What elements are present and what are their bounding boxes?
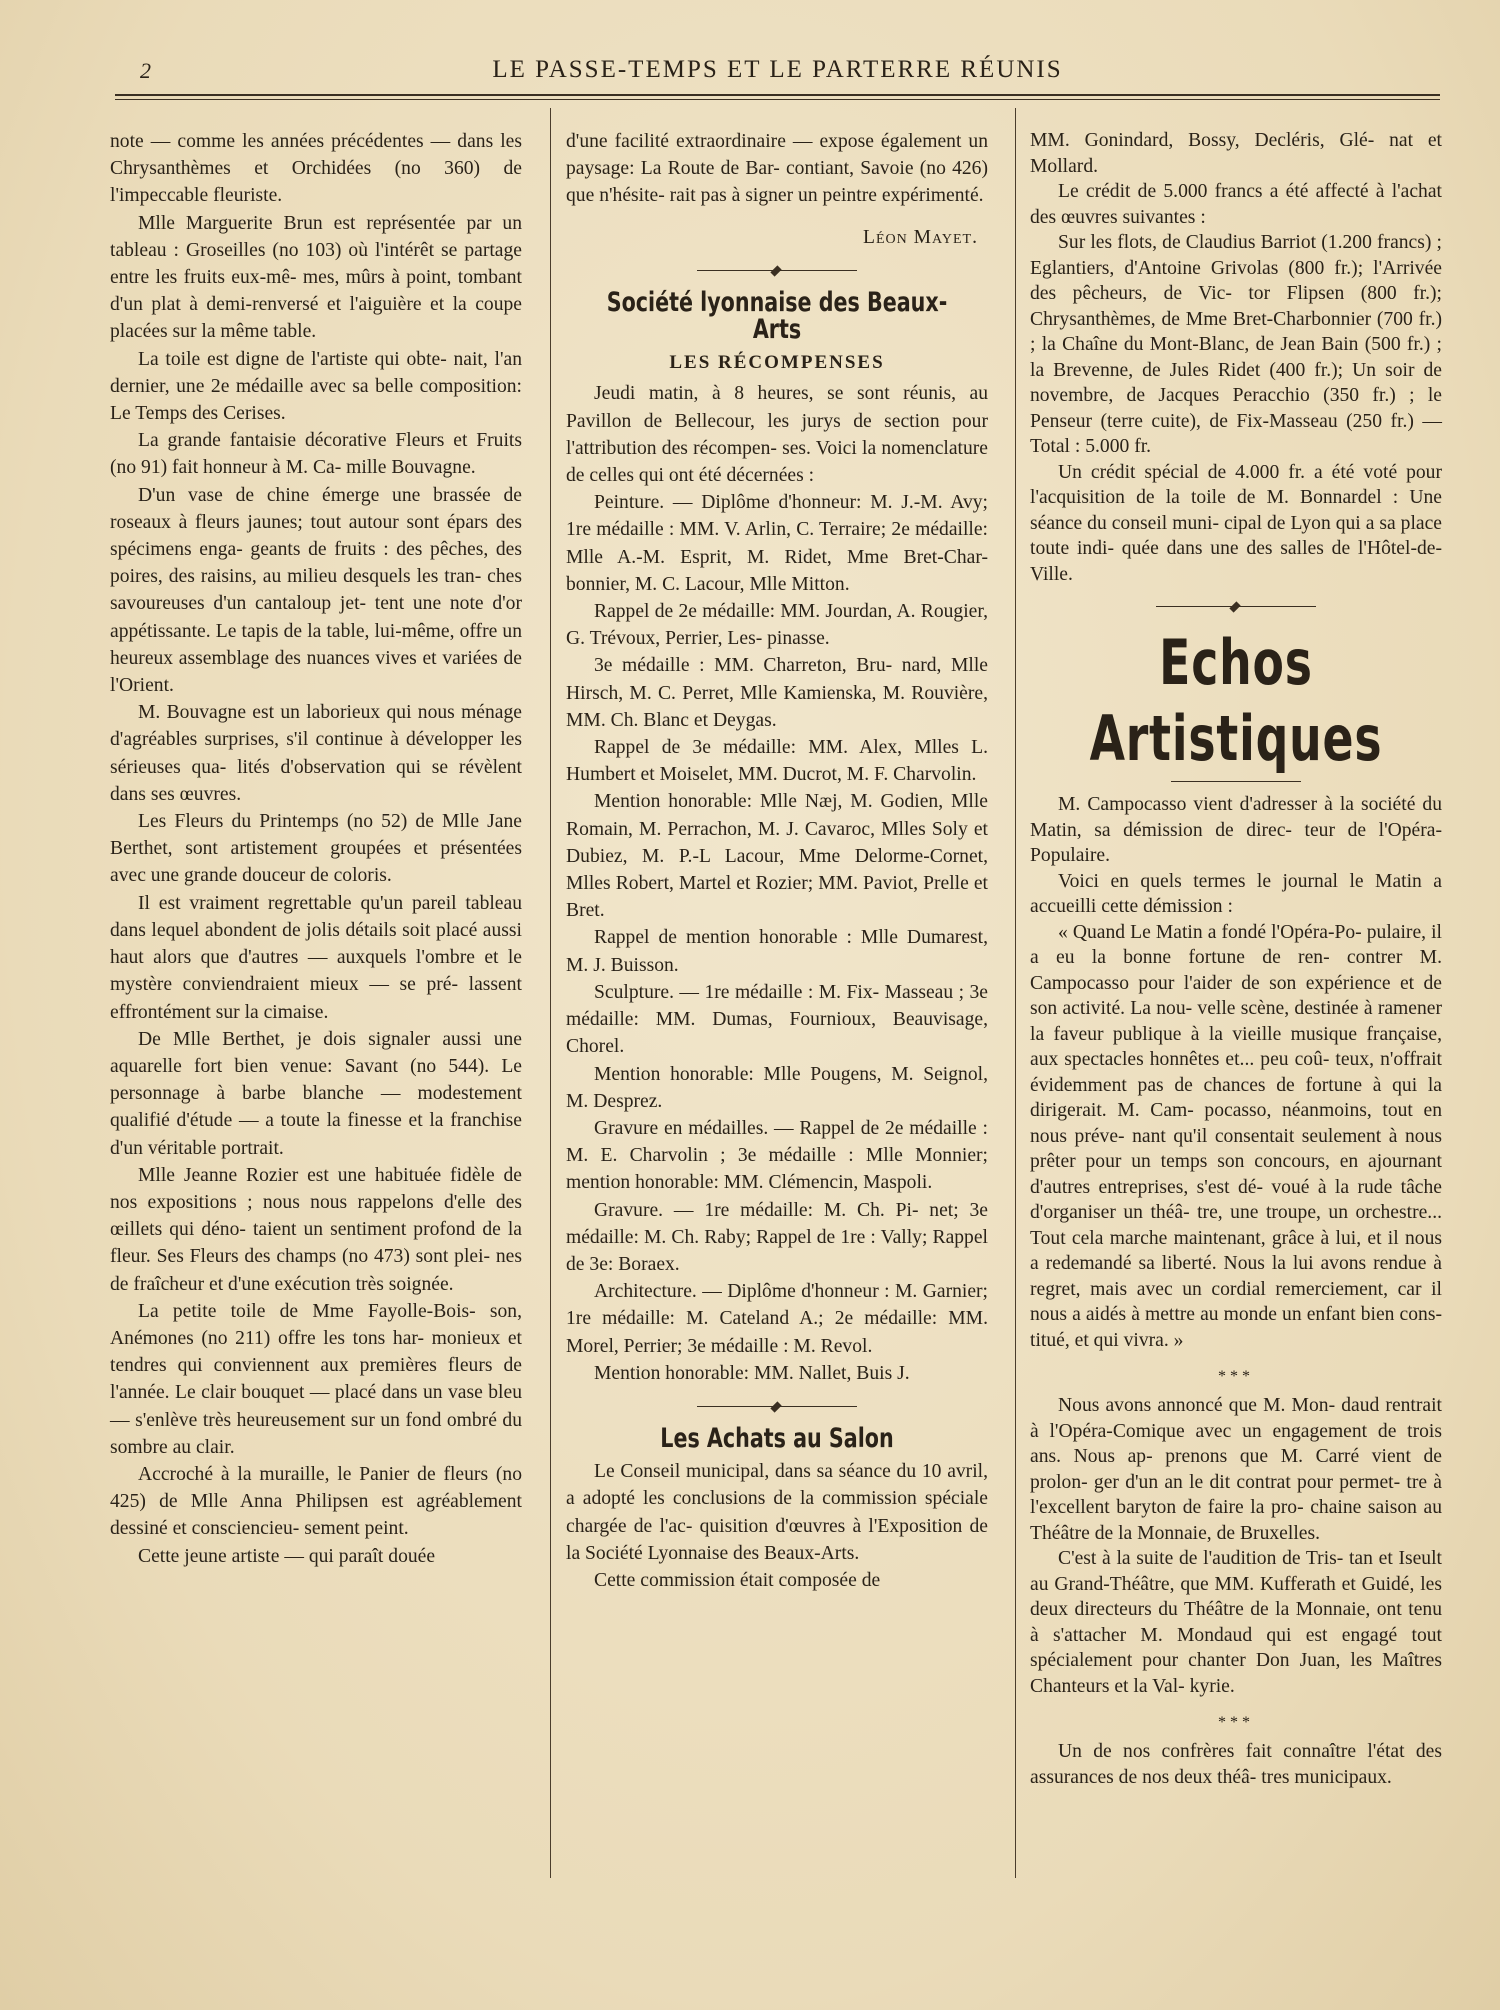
ornament-divider bbox=[566, 259, 988, 281]
article-paragraph: Peinture. — Diplôme d'honneur: M. J.-M. Avy; 1re médaille : MM. V. Arlin, C. Terraire; 2e médaille: Mlle A.-M. Esprit, M. Ridet, Mme Bret-Char- bonnier, M. C. Lacour, Mlle Mitton. bbox=[566, 492, 988, 595]
article-paragraph: M. Bouvagne est un laborieux qui nous ménage d'agréables surprises, s'il continue à développer les sérieuses qua- lités d'observation qui se révèlent dans ses œuvres. bbox=[110, 702, 522, 805]
section-subtitle: LES RÉCOMPENSES bbox=[669, 352, 885, 374]
article-paragraph: Mention honorable: Mlle Pougens, M. Seignol, M. Desprez. bbox=[566, 1063, 988, 1112]
title-underline bbox=[1171, 781, 1301, 782]
article-paragraph: Rappel de 3e médaille: MM. Alex, Mlles L. Humbert et Moiselet, MM. Ducrot, M. F. Charvolin. bbox=[566, 737, 988, 786]
article-paragraph: Cette commission était composée de bbox=[594, 1569, 881, 1591]
article-paragraph: La petite toile de Mme Fayolle-Bois- son, Anémones (no 211) offre les tons har- monieux et tendres qui conviennent aux premières fleurs de l'année. Le clair bouquet — placé dans un vase bleu — s'enlève très heureusement sur un fond ombré du sombre au clair. bbox=[110, 1300, 522, 1458]
column-divider-2 bbox=[1015, 108, 1016, 1878]
newspaper-title: LE PASSE-TEMPS ET LE PARTERRE RÉUNIS bbox=[492, 56, 1063, 83]
author-signature: Léon Mayet. bbox=[863, 226, 978, 248]
column-1 bbox=[110, 128, 522, 1570]
article-paragraph: Rappel de mention honorable : Mlle Dumarest, M. J. Buisson. bbox=[566, 927, 988, 976]
article-paragraph: Un de nos confrères fait connaître l'état des assurances de nos deux théâ- tres municipaux. bbox=[1030, 1741, 1442, 1788]
article-paragraph: Sur les flots, de Claudius Barriot (1.200 francs) ; Eglantiers, d'Antoine Grivolas (800 fr.); l'Arrivée des pêcheurs, de Vic- tor Flipsen (800 fr.); Chrysanthèmes, de Mme Bret-Charbonnier (700 fr.) ; la Chaîne du Mont-Blanc, de Jean Bain (500 fr.) ; la Brevenne, de Jules Ridet (400 fr.); Un soir de novembre, de Jacques Peracchio (350 fr.) ; le Penseur (terre cuite), de Fix-Masseau (250 fr.) — Total : 5.000 fr. bbox=[1030, 232, 1442, 457]
section-title: Les Achats au Salon bbox=[660, 1422, 894, 1454]
article-paragraph: Mention honorable: MM. Nallet, Buis J. bbox=[594, 1362, 910, 1384]
article-paragraph: Cette jeune artiste — qui paraît douée bbox=[138, 1545, 436, 1567]
article-paragraph: Un crédit spécial de 4.000 fr. a été voté pour l'acquisition de la toile de M. Bonnardel : Une séance du conseil muni- cipal de Lyon qui a sa place toute indi- quée dans une des salles de l'Hôtel-de- Ville. bbox=[1030, 461, 1442, 585]
article-paragraph: Architecture. — Diplôme d'honneur : M. Garnier; 1re médaille: M. Cateland A.; 2e médaille: MM. Morel, Perrier; 3e médaille : M. Revol. bbox=[566, 1281, 988, 1357]
article-paragraph: Nous avons annoncé que M. Mon- daud rentrait à l'Opéra-Comique avec un engagement de trois ans. Nous ap- prenons que M. Carré vient de prolon- ger d'un an le dit contrat pour permet- tre à l'excellent baryton de faire la pro- chaine saison au Théâtre de la Monnaie, de Bruxelles. bbox=[1030, 1395, 1442, 1544]
article-paragraph: 3e médaille : MM. Charreton, Bru- nard, Mlle Hirsch, M. C. Perret, Mlle Kamienska, M. Rouvière, MM. Ch. Blanc et Deygas. bbox=[566, 655, 988, 731]
header-rule bbox=[115, 94, 1440, 96]
article-paragraph: Les Fleurs du Printemps (no 52) de Mlle Jane Berthet, sont artistement groupées et présentées avec une grande douceur de coloris. bbox=[110, 811, 522, 887]
column-3 bbox=[1030, 128, 1442, 1790]
article-paragraph: Il est vraiment regrettable qu'un pareil tableau dans lequel abondent de jolis détails soit placé aussi haut alors que d'autres — auxquels l'ombre et le mystère conviendraient mieux — se pré- lassent effrontément sur la cimaise. bbox=[110, 892, 522, 1023]
column-2 bbox=[566, 128, 988, 1594]
article-paragraph: Gravure en médailles. — Rappel de 2e médaille : M. E. Charvolin ; 3e médaille : Mlle Monnier; mention honorable: MM. Clémencin, Maspoli. bbox=[566, 1117, 988, 1194]
article-paragraph: Mlle Jeanne Rozier est une habituée fidèle de nos expositions ; nous nous rappelons d'elle des œillets qui déno- taient un sentiment profond de la fleur. Ses Fleurs des champs (no 473) sont plei- nes de fraîcheur et d'une exécution très soignée. bbox=[110, 1164, 522, 1295]
article-paragraph: MM. Gonindard, Bossy, Decléris, Glé- nat et Mollard. bbox=[1030, 130, 1442, 177]
section-title: Société lyonnaise des Beaux-Arts bbox=[606, 286, 948, 346]
column-divider-1 bbox=[550, 108, 551, 1878]
asterism-separator: *** bbox=[1218, 1368, 1254, 1385]
article-paragraph: M. Campocasso vient d'adresser à la société du Matin, sa démission de direc- teur de l'Opéra-Populaire. bbox=[1030, 794, 1442, 866]
article-paragraph: Mlle Marguerite Brun est représentée par un tableau : Groseilles (no 103) où l'intérêt se partage entre les fruits eux-mê- mes, mûrs à point, tombant d'un plat à demi-renversé et l'aiguière et la coupe placées sur la même table. bbox=[110, 212, 522, 343]
ornament-divider bbox=[566, 1395, 988, 1417]
ornament-divider bbox=[1030, 595, 1442, 617]
article-paragraph: Rappel de 2e médaille: MM. Jourdan, A. Rougier, G. Trévoux, Perrier, Les- pinasse. bbox=[566, 601, 988, 650]
article-paragraph: Jeudi matin, à 8 heures, se sont réunis, au Pavillon de Bellecour, les jurys de section pour l'attribution des récompen- ses. Voici la nomenclature de celles qui ont été décernées : bbox=[566, 383, 988, 487]
section-title-large: Echos Artistiques bbox=[1089, 626, 1383, 775]
page-number: 2 bbox=[140, 58, 151, 83]
article-paragraph: Voici en quels termes le journal le Matin a accueilli cette démission : bbox=[1030, 870, 1442, 917]
article-paragraph: La grande fantaisie décorative Fleurs et Fruits (no 91) fait honneur à M. Ca- mille Bouvagne. bbox=[110, 430, 522, 479]
article-paragraph: D'un vase de chine émerge une brassée de roseaux à fleurs jaunes; tout autour sont épars des spécimens enga- geants de fruits : des pêches, des poires, des raisins, au milieu desquels les tran- ches savoureuses d'un cantaloup jet- tent une note d'or appétissante. Le tapis de la table, lui-même, offre un heureux assemblage des nuances vives et variées de l'Orient. bbox=[110, 484, 522, 697]
header-rule-thin bbox=[115, 99, 1440, 100]
article-paragraph: Mention honorable: Mlle Næj, M. Godien, Mlle Romain, M. Perrachon, M. J. Cavaroc, Mlles Soly et Dubiez, M. P.-L Lacour, Mme Delorme-Cornet, Mlles Robert, Martel et Rozier; MM. Paviot, Prelle et Bret. bbox=[566, 791, 988, 922]
article-paragraph: C'est à la suite de l'audition de Tris- tan et Iseult au Grand-Théâtre, que MM. Kufferath et Guidé, les deux directeurs du Théâtre de la Monnaie, ont tenu à s'attacher M. Mondaud qui est engagé tout spécialement pour chanter Don Juan, les Maîtres Chanteurs et la Val- kyrie. bbox=[1030, 1548, 1442, 1697]
article-paragraph: Sculpture. — 1re médaille : M. Fix- Masseau ; 3e médaille: MM. Dumas, Fournioux, Beauvisage, Chorel. bbox=[566, 981, 988, 1058]
article-paragraph: « Quand Le Matin a fondé l'Opéra-Po- pulaire, il a eu la bonne fortune de ren- contrer M. Campocasso pour l'aider de son expérience et de son activité. La nou- velle scène, destinée à ramener la faveur publique à la vieille musique française, aux spectacles honnêtes et... peu coû- teux, n'offrait évidemment pas de chances de fortune à qui la dirigerait. M. Cam- pocasso, néanmoins, tout en nous préve- nant qu'il consentait seulement à nous prêter pour un temps son concours, en ajournant d'autres entreprises, s'est dé- voué à la rude tâche d'organiser un théâ- tre, une troupe, un orchestre... Tout cela marche maintenant, grâce à lui, et il nous a redemandé sa liberté. Nous la lui avons rendue à regret, mais avec un cordial remerciement, car il nous a aidés à mettre au monde un enfant bien cons- titué, et qui vivra. » bbox=[1030, 921, 1442, 1351]
article-paragraph: d'une facilité extraordinaire — expose également un paysage: La Route de Bar- contiant, Savoie (no 426) que n'hésite- rait pas à signer un peintre expérimenté. bbox=[566, 131, 988, 207]
article-paragraph: Le crédit de 5.000 francs a été affecté à l'achat des œuvres suivantes : bbox=[1030, 181, 1442, 228]
article-paragraph: De Mlle Berthet, je dois signaler aussi une aquarelle fort bien venue: Savant (no 544). Le personnage à barbe blanche — modestement qualifié d'étude — a toute la finesse et la franchise d'un véritable portrait. bbox=[110, 1028, 522, 1159]
article-paragraph: Accroché à la muraille, le Panier de fleurs (no 425) de Mlle Anna Philipsen est agréablement dessiné et consciencieu- sement peint. bbox=[110, 1463, 522, 1540]
article-paragraph: note — comme les années précédentes — dans les Chrysanthèmes et Orchidées (no 360) de l'impeccable fleuriste. bbox=[110, 131, 522, 207]
article-paragraph: La toile est digne de l'artiste qui obte- nait, l'an dernier, une 2e médaille avec sa belle composition: Le Temps des Cerises. bbox=[110, 348, 522, 425]
page-header bbox=[115, 52, 1440, 92]
article-paragraph: Le Conseil municipal, dans sa séance du 10 avril, a adopté les conclusions de la commission spéciale chargée de l'ac- quisition d'œuvres à l'Exposition de la Société Lyonnaise des Beaux-Arts. bbox=[566, 1461, 988, 1564]
asterism-separator: *** bbox=[1218, 1714, 1254, 1731]
article-paragraph: Gravure. — 1re médaille: M. Ch. Pi- net; 3e médaille: M. Ch. Raby; Rappel de 1re : Vally; Rappel de 3e: Boraex. bbox=[566, 1199, 988, 1275]
